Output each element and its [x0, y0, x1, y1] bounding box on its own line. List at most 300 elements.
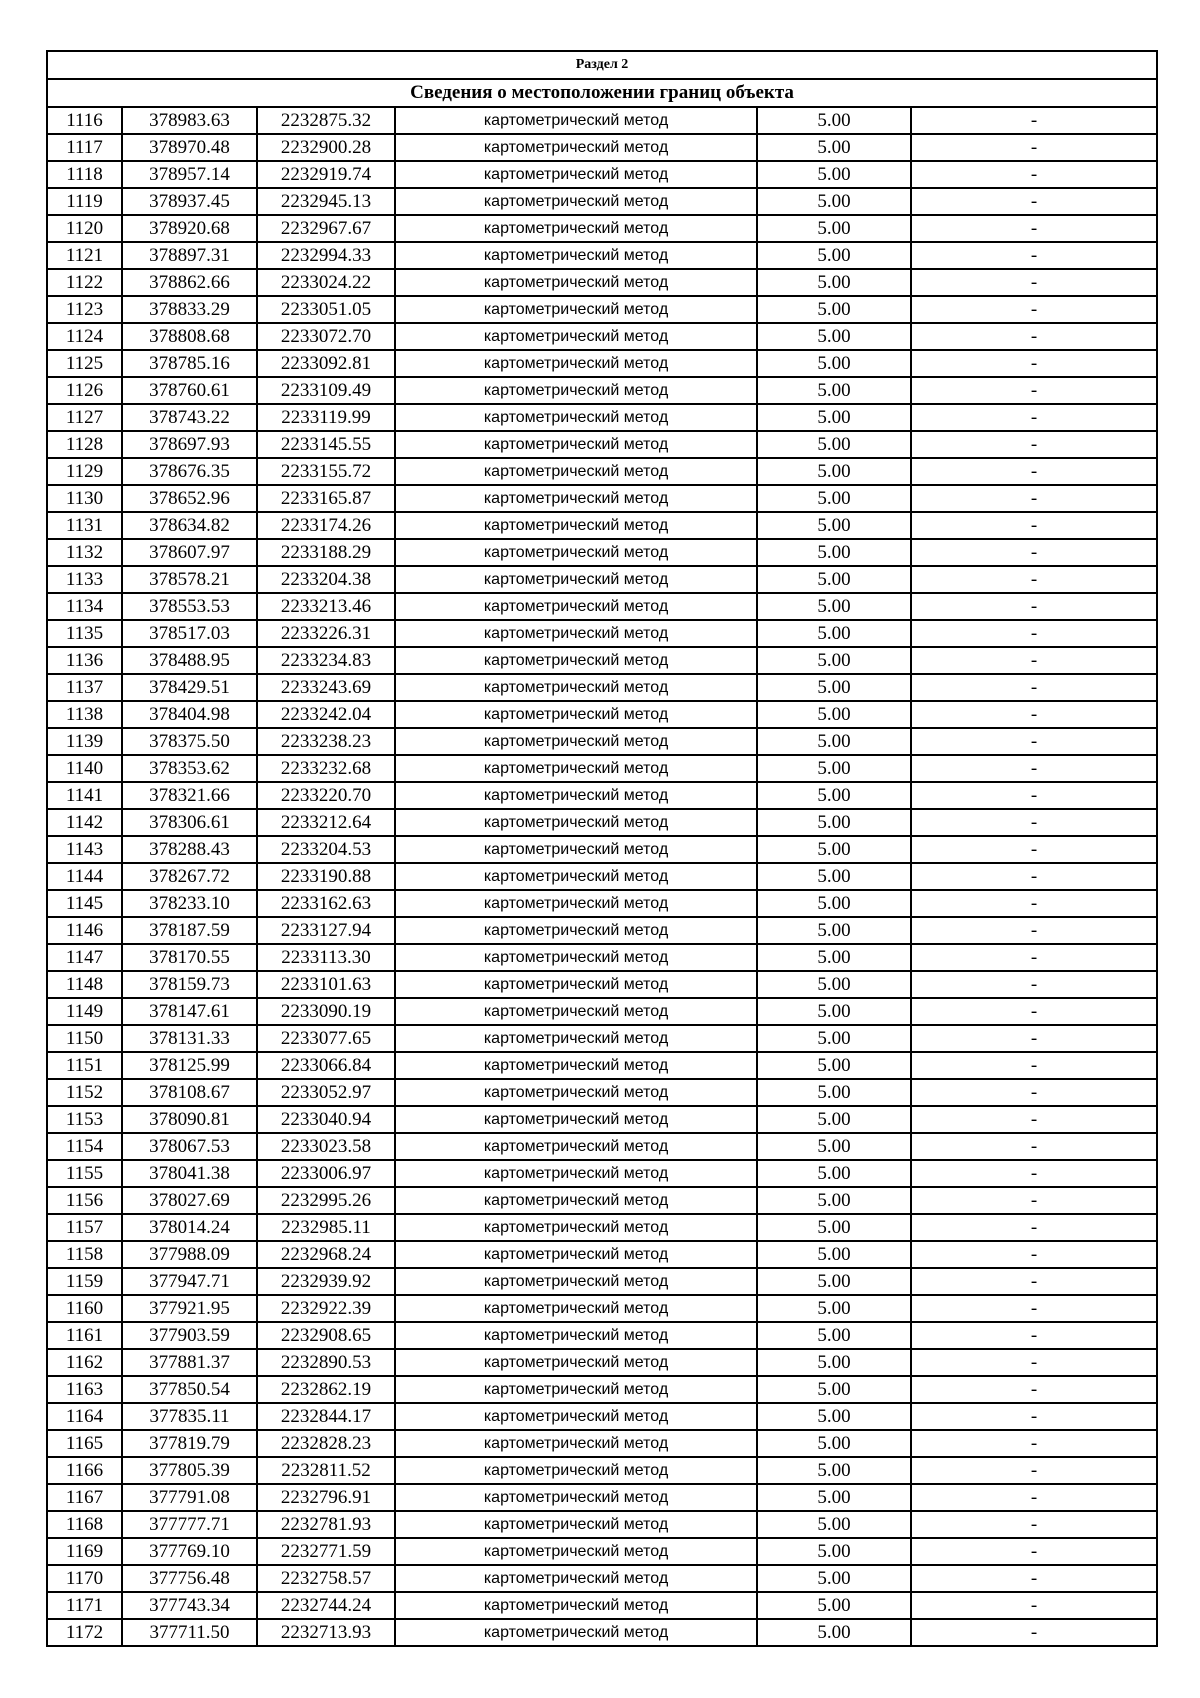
accuracy-cell: 5.00 — [757, 674, 911, 701]
point-number-cell: 1121 — [47, 242, 122, 269]
x-coordinate-cell: 378233.10 — [122, 890, 257, 917]
method-cell: картометрический метод — [395, 323, 757, 350]
point-number-cell: 1137 — [47, 674, 122, 701]
method-cell: картометрический метод — [395, 269, 757, 296]
accuracy-cell: 5.00 — [757, 485, 911, 512]
y-coordinate-cell: 2233232.68 — [257, 755, 395, 782]
method-cell: картометрический метод — [395, 755, 757, 782]
y-coordinate-cell: 2233109.49 — [257, 377, 395, 404]
x-coordinate-cell: 378429.51 — [122, 674, 257, 701]
y-coordinate-cell: 2232781.93 — [257, 1511, 395, 1538]
accuracy-cell: 5.00 — [757, 1376, 911, 1403]
y-coordinate-cell: 2233243.69 — [257, 674, 395, 701]
y-coordinate-cell: 2233212.64 — [257, 809, 395, 836]
x-coordinate-cell: 377947.71 — [122, 1268, 257, 1295]
x-coordinate-cell: 378652.96 — [122, 485, 257, 512]
x-coordinate-cell: 377769.10 — [122, 1538, 257, 1565]
method-cell: картометрический метод — [395, 1214, 757, 1241]
x-coordinate-cell: 377777.71 — [122, 1511, 257, 1538]
description-cell: - — [911, 350, 1157, 377]
y-coordinate-cell: 2233066.84 — [257, 1052, 395, 1079]
point-number-cell: 1125 — [47, 350, 122, 377]
y-coordinate-cell: 2232968.24 — [257, 1241, 395, 1268]
point-number-cell: 1150 — [47, 1025, 122, 1052]
table-row — [47, 107, 1157, 134]
description-cell: - — [911, 1187, 1157, 1214]
point-number-cell: 1131 — [47, 512, 122, 539]
x-coordinate-cell: 378353.62 — [122, 755, 257, 782]
description-cell: - — [911, 1457, 1157, 1484]
accuracy-cell: 5.00 — [757, 566, 911, 593]
description-cell: - — [911, 1214, 1157, 1241]
point-number-cell: 1136 — [47, 647, 122, 674]
method-cell: картометрический метод — [395, 431, 757, 458]
method-cell: картометрический метод — [395, 836, 757, 863]
y-coordinate-cell: 2232967.67 — [257, 215, 395, 242]
boundary-coordinates-table — [46, 50, 1158, 1647]
x-coordinate-cell: 378041.38 — [122, 1160, 257, 1187]
point-number-cell: 1126 — [47, 377, 122, 404]
table-row — [47, 1025, 1157, 1052]
table-row — [47, 863, 1157, 890]
x-coordinate-cell: 378108.67 — [122, 1079, 257, 1106]
point-number-cell: 1155 — [47, 1160, 122, 1187]
y-coordinate-cell: 2232985.11 — [257, 1214, 395, 1241]
table-row — [47, 1565, 1157, 1592]
x-coordinate-cell: 377791.08 — [122, 1484, 257, 1511]
point-number-cell: 1165 — [47, 1430, 122, 1457]
accuracy-cell: 5.00 — [757, 1430, 911, 1457]
section-header-row — [47, 51, 1157, 79]
description-cell: - — [911, 566, 1157, 593]
accuracy-cell: 5.00 — [757, 1403, 911, 1430]
point-number-cell: 1148 — [47, 971, 122, 998]
point-number-cell: 1130 — [47, 485, 122, 512]
method-cell: картометрический метод — [395, 1430, 757, 1457]
accuracy-cell: 5.00 — [757, 1322, 911, 1349]
x-coordinate-cell: 378170.55 — [122, 944, 257, 971]
method-cell: картометрический метод — [395, 296, 757, 323]
table-row — [47, 674, 1157, 701]
description-cell: - — [911, 593, 1157, 620]
y-coordinate-cell: 2232811.52 — [257, 1457, 395, 1484]
table-row — [47, 782, 1157, 809]
table-row — [47, 1106, 1157, 1133]
x-coordinate-cell: 378957.14 — [122, 161, 257, 188]
accuracy-cell: 5.00 — [757, 1079, 911, 1106]
table-row — [47, 539, 1157, 566]
description-cell: - — [911, 1295, 1157, 1322]
accuracy-cell: 5.00 — [757, 1052, 911, 1079]
point-number-cell: 1170 — [47, 1565, 122, 1592]
y-coordinate-cell: 2233145.55 — [257, 431, 395, 458]
y-coordinate-cell: 2232890.53 — [257, 1349, 395, 1376]
x-coordinate-cell: 378676.35 — [122, 458, 257, 485]
y-coordinate-cell: 2232995.26 — [257, 1187, 395, 1214]
table-row — [47, 701, 1157, 728]
method-cell: картометрический метод — [395, 134, 757, 161]
description-cell: - — [911, 863, 1157, 890]
y-coordinate-cell: 2233051.05 — [257, 296, 395, 323]
description-cell: - — [911, 431, 1157, 458]
table-row — [47, 890, 1157, 917]
y-coordinate-cell: 2232945.13 — [257, 188, 395, 215]
y-coordinate-cell: 2233119.99 — [257, 404, 395, 431]
x-coordinate-cell: 377921.95 — [122, 1295, 257, 1322]
x-coordinate-cell: 378014.24 — [122, 1214, 257, 1241]
method-cell: картометрический метод — [395, 485, 757, 512]
accuracy-cell: 5.00 — [757, 134, 911, 161]
method-cell: картометрический метод — [395, 1052, 757, 1079]
method-cell: картометрический метод — [395, 1592, 757, 1619]
method-cell: картометрический метод — [395, 188, 757, 215]
point-number-cell: 1134 — [47, 593, 122, 620]
description-cell: - — [911, 485, 1157, 512]
description-cell: - — [911, 1025, 1157, 1052]
description-cell: - — [911, 188, 1157, 215]
point-number-cell: 1138 — [47, 701, 122, 728]
x-coordinate-cell: 377881.37 — [122, 1349, 257, 1376]
x-coordinate-cell: 378067.53 — [122, 1133, 257, 1160]
table-row — [47, 1268, 1157, 1295]
method-cell: картометрический метод — [395, 1538, 757, 1565]
table-row — [47, 1079, 1157, 1106]
method-cell: картометрический метод — [395, 1187, 757, 1214]
y-coordinate-cell: 2233188.29 — [257, 539, 395, 566]
table-row — [47, 1241, 1157, 1268]
x-coordinate-cell: 378607.97 — [122, 539, 257, 566]
description-cell: - — [911, 377, 1157, 404]
point-number-cell: 1163 — [47, 1376, 122, 1403]
point-number-cell: 1144 — [47, 863, 122, 890]
table-row — [47, 1133, 1157, 1160]
table-row — [47, 728, 1157, 755]
accuracy-cell: 5.00 — [757, 1106, 911, 1133]
accuracy-cell: 5.00 — [757, 1187, 911, 1214]
y-coordinate-cell: 2233077.65 — [257, 1025, 395, 1052]
accuracy-cell: 5.00 — [757, 1619, 911, 1646]
description-cell: - — [911, 1619, 1157, 1646]
x-coordinate-cell: 378697.93 — [122, 431, 257, 458]
description-cell: - — [911, 512, 1157, 539]
x-coordinate-cell: 378553.53 — [122, 593, 257, 620]
point-number-cell: 1149 — [47, 998, 122, 1025]
x-coordinate-cell: 377835.11 — [122, 1403, 257, 1430]
x-coordinate-cell: 378288.43 — [122, 836, 257, 863]
x-coordinate-cell: 378920.68 — [122, 215, 257, 242]
y-coordinate-cell: 2233040.94 — [257, 1106, 395, 1133]
x-coordinate-cell: 378983.63 — [122, 107, 257, 134]
point-number-cell: 1154 — [47, 1133, 122, 1160]
table-row — [47, 1160, 1157, 1187]
y-coordinate-cell: 2233092.81 — [257, 350, 395, 377]
description-cell: - — [911, 1430, 1157, 1457]
point-number-cell: 1166 — [47, 1457, 122, 1484]
accuracy-cell: 5.00 — [757, 917, 911, 944]
point-number-cell: 1162 — [47, 1349, 122, 1376]
description-cell: - — [911, 296, 1157, 323]
accuracy-cell: 5.00 — [757, 1268, 911, 1295]
accuracy-cell: 5.00 — [757, 431, 911, 458]
description-cell: - — [911, 1403, 1157, 1430]
y-coordinate-cell: 2232796.91 — [257, 1484, 395, 1511]
accuracy-cell: 5.00 — [757, 323, 911, 350]
point-number-cell: 1145 — [47, 890, 122, 917]
description-cell: - — [911, 944, 1157, 971]
accuracy-cell: 5.00 — [757, 1538, 911, 1565]
y-coordinate-cell: 2233023.58 — [257, 1133, 395, 1160]
x-coordinate-cell: 378125.99 — [122, 1052, 257, 1079]
point-number-cell: 1152 — [47, 1079, 122, 1106]
table-row — [47, 404, 1157, 431]
y-coordinate-cell: 2232771.59 — [257, 1538, 395, 1565]
table-row — [47, 944, 1157, 971]
description-cell: - — [911, 620, 1157, 647]
accuracy-cell: 5.00 — [757, 215, 911, 242]
description-cell: - — [911, 323, 1157, 350]
y-coordinate-cell: 2232758.57 — [257, 1565, 395, 1592]
method-cell: картометрический метод — [395, 1295, 757, 1322]
x-coordinate-cell: 378187.59 — [122, 917, 257, 944]
table-row — [47, 269, 1157, 296]
method-cell: картометрический метод — [395, 161, 757, 188]
point-number-cell: 1128 — [47, 431, 122, 458]
method-cell: картометрический метод — [395, 512, 757, 539]
x-coordinate-cell: 378131.33 — [122, 1025, 257, 1052]
y-coordinate-cell: 2233190.88 — [257, 863, 395, 890]
x-coordinate-cell: 378743.22 — [122, 404, 257, 431]
description-cell: - — [911, 1268, 1157, 1295]
y-coordinate-cell: 2233165.87 — [257, 485, 395, 512]
accuracy-cell: 5.00 — [757, 647, 911, 674]
table-row — [47, 755, 1157, 782]
x-coordinate-cell: 378760.61 — [122, 377, 257, 404]
description-cell: - — [911, 701, 1157, 728]
point-number-cell: 1158 — [47, 1241, 122, 1268]
method-cell: картометрический метод — [395, 647, 757, 674]
table-row — [47, 242, 1157, 269]
table-row — [47, 1214, 1157, 1241]
description-cell: - — [911, 971, 1157, 998]
accuracy-cell: 5.00 — [757, 1592, 911, 1619]
description-cell: - — [911, 836, 1157, 863]
table-row — [47, 593, 1157, 620]
accuracy-cell: 5.00 — [757, 593, 911, 620]
method-cell: картометрический метод — [395, 1025, 757, 1052]
description-cell: - — [911, 1106, 1157, 1133]
table-row — [47, 1484, 1157, 1511]
x-coordinate-cell: 378027.69 — [122, 1187, 257, 1214]
title-row — [47, 79, 1157, 107]
description-cell: - — [911, 242, 1157, 269]
table-row — [47, 161, 1157, 188]
table-row — [47, 620, 1157, 647]
point-number-cell: 1143 — [47, 836, 122, 863]
y-coordinate-cell: 2233234.83 — [257, 647, 395, 674]
method-cell: картометрический метод — [395, 107, 757, 134]
method-cell: картометрический метод — [395, 782, 757, 809]
method-cell: картометрический метод — [395, 1565, 757, 1592]
method-cell: картометрический метод — [395, 890, 757, 917]
table-row — [47, 1322, 1157, 1349]
table-row — [47, 1538, 1157, 1565]
x-coordinate-cell: 378862.66 — [122, 269, 257, 296]
table-row — [47, 566, 1157, 593]
point-number-cell: 1140 — [47, 755, 122, 782]
section-label: Раздел 2 — [47, 51, 1157, 79]
x-coordinate-cell: 378159.73 — [122, 971, 257, 998]
description-cell: - — [911, 890, 1157, 917]
accuracy-cell: 5.00 — [757, 836, 911, 863]
accuracy-cell: 5.00 — [757, 1241, 911, 1268]
method-cell: картометрический метод — [395, 242, 757, 269]
x-coordinate-cell: 378517.03 — [122, 620, 257, 647]
accuracy-cell: 5.00 — [757, 971, 911, 998]
method-cell: картометрический метод — [395, 917, 757, 944]
method-cell: картометрический метод — [395, 458, 757, 485]
accuracy-cell: 5.00 — [757, 458, 911, 485]
method-cell: картометрический метод — [395, 1268, 757, 1295]
table-title: Сведения о местоположении границ объекта — [47, 79, 1157, 107]
y-coordinate-cell: 2233204.38 — [257, 566, 395, 593]
accuracy-cell: 5.00 — [757, 512, 911, 539]
y-coordinate-cell: 2232862.19 — [257, 1376, 395, 1403]
y-coordinate-cell: 2232939.92 — [257, 1268, 395, 1295]
description-cell: - — [911, 728, 1157, 755]
x-coordinate-cell: 378897.31 — [122, 242, 257, 269]
method-cell: картометрический метод — [395, 1349, 757, 1376]
description-cell: - — [911, 1133, 1157, 1160]
accuracy-cell: 5.00 — [757, 1025, 911, 1052]
y-coordinate-cell: 2232828.23 — [257, 1430, 395, 1457]
x-coordinate-cell: 378488.95 — [122, 647, 257, 674]
description-cell: - — [911, 134, 1157, 161]
y-coordinate-cell: 2232922.39 — [257, 1295, 395, 1322]
x-coordinate-cell: 378937.45 — [122, 188, 257, 215]
method-cell: картометрический метод — [395, 377, 757, 404]
y-coordinate-cell: 2233213.46 — [257, 593, 395, 620]
table-row — [47, 1403, 1157, 1430]
x-coordinate-cell: 378833.29 — [122, 296, 257, 323]
accuracy-cell: 5.00 — [757, 242, 911, 269]
y-coordinate-cell: 2233024.22 — [257, 269, 395, 296]
accuracy-cell: 5.00 — [757, 1295, 911, 1322]
description-cell: - — [911, 1241, 1157, 1268]
point-number-cell: 1160 — [47, 1295, 122, 1322]
y-coordinate-cell: 2233006.97 — [257, 1160, 395, 1187]
point-number-cell: 1147 — [47, 944, 122, 971]
accuracy-cell: 5.00 — [757, 809, 911, 836]
description-cell: - — [911, 998, 1157, 1025]
description-cell: - — [911, 1484, 1157, 1511]
description-cell: - — [911, 674, 1157, 701]
point-number-cell: 1129 — [47, 458, 122, 485]
x-coordinate-cell: 377756.48 — [122, 1565, 257, 1592]
x-coordinate-cell: 378306.61 — [122, 809, 257, 836]
method-cell: картометрический метод — [395, 728, 757, 755]
x-coordinate-cell: 378808.68 — [122, 323, 257, 350]
x-coordinate-cell: 377819.79 — [122, 1430, 257, 1457]
method-cell: картометрический метод — [395, 809, 757, 836]
table-row — [47, 1511, 1157, 1538]
description-cell: - — [911, 755, 1157, 782]
y-coordinate-cell: 2233238.23 — [257, 728, 395, 755]
table-row — [47, 647, 1157, 674]
y-coordinate-cell: 2233101.63 — [257, 971, 395, 998]
y-coordinate-cell: 2232713.93 — [257, 1619, 395, 1646]
table-row — [47, 1187, 1157, 1214]
point-number-cell: 1171 — [47, 1592, 122, 1619]
method-cell: картометрический метод — [395, 593, 757, 620]
x-coordinate-cell: 377805.39 — [122, 1457, 257, 1484]
table-row — [47, 377, 1157, 404]
accuracy-cell: 5.00 — [757, 1349, 911, 1376]
table-row — [47, 1457, 1157, 1484]
method-cell: картометрический метод — [395, 1484, 757, 1511]
table-row — [47, 431, 1157, 458]
table-row — [47, 512, 1157, 539]
accuracy-cell: 5.00 — [757, 890, 911, 917]
accuracy-cell: 5.00 — [757, 620, 911, 647]
accuracy-cell: 5.00 — [757, 188, 911, 215]
x-coordinate-cell: 378375.50 — [122, 728, 257, 755]
accuracy-cell: 5.00 — [757, 539, 911, 566]
point-number-cell: 1151 — [47, 1052, 122, 1079]
method-cell: картометрический метод — [395, 1619, 757, 1646]
y-coordinate-cell: 2233127.94 — [257, 917, 395, 944]
table-row — [47, 1349, 1157, 1376]
point-number-cell: 1133 — [47, 566, 122, 593]
accuracy-cell: 5.00 — [757, 1133, 911, 1160]
description-cell: - — [911, 917, 1157, 944]
y-coordinate-cell: 2233113.30 — [257, 944, 395, 971]
point-number-cell: 1116 — [47, 107, 122, 134]
method-cell: картометрический метод — [395, 1241, 757, 1268]
method-cell: картометрический метод — [395, 566, 757, 593]
x-coordinate-cell: 377743.34 — [122, 1592, 257, 1619]
x-coordinate-cell: 378090.81 — [122, 1106, 257, 1133]
description-cell: - — [911, 161, 1157, 188]
table-row — [47, 1052, 1157, 1079]
method-cell: картометрический метод — [395, 1160, 757, 1187]
y-coordinate-cell: 2232875.32 — [257, 107, 395, 134]
table-row — [47, 350, 1157, 377]
x-coordinate-cell: 378785.16 — [122, 350, 257, 377]
point-number-cell: 1139 — [47, 728, 122, 755]
accuracy-cell: 5.00 — [757, 1484, 911, 1511]
y-coordinate-cell: 2233220.70 — [257, 782, 395, 809]
accuracy-cell: 5.00 — [757, 404, 911, 431]
accuracy-cell: 5.00 — [757, 728, 911, 755]
accuracy-cell: 5.00 — [757, 377, 911, 404]
method-cell: картометрический метод — [395, 1133, 757, 1160]
table-row — [47, 1376, 1157, 1403]
x-coordinate-cell: 378267.72 — [122, 863, 257, 890]
table-row — [47, 296, 1157, 323]
method-cell: картометрический метод — [395, 998, 757, 1025]
description-cell: - — [911, 107, 1157, 134]
description-cell: - — [911, 1052, 1157, 1079]
y-coordinate-cell: 2232908.65 — [257, 1322, 395, 1349]
point-number-cell: 1135 — [47, 620, 122, 647]
description-cell: - — [911, 1079, 1157, 1106]
point-number-cell: 1132 — [47, 539, 122, 566]
y-coordinate-cell: 2232844.17 — [257, 1403, 395, 1430]
point-number-cell: 1157 — [47, 1214, 122, 1241]
point-number-cell: 1141 — [47, 782, 122, 809]
method-cell: картометрический метод — [395, 1322, 757, 1349]
point-number-cell: 1118 — [47, 161, 122, 188]
